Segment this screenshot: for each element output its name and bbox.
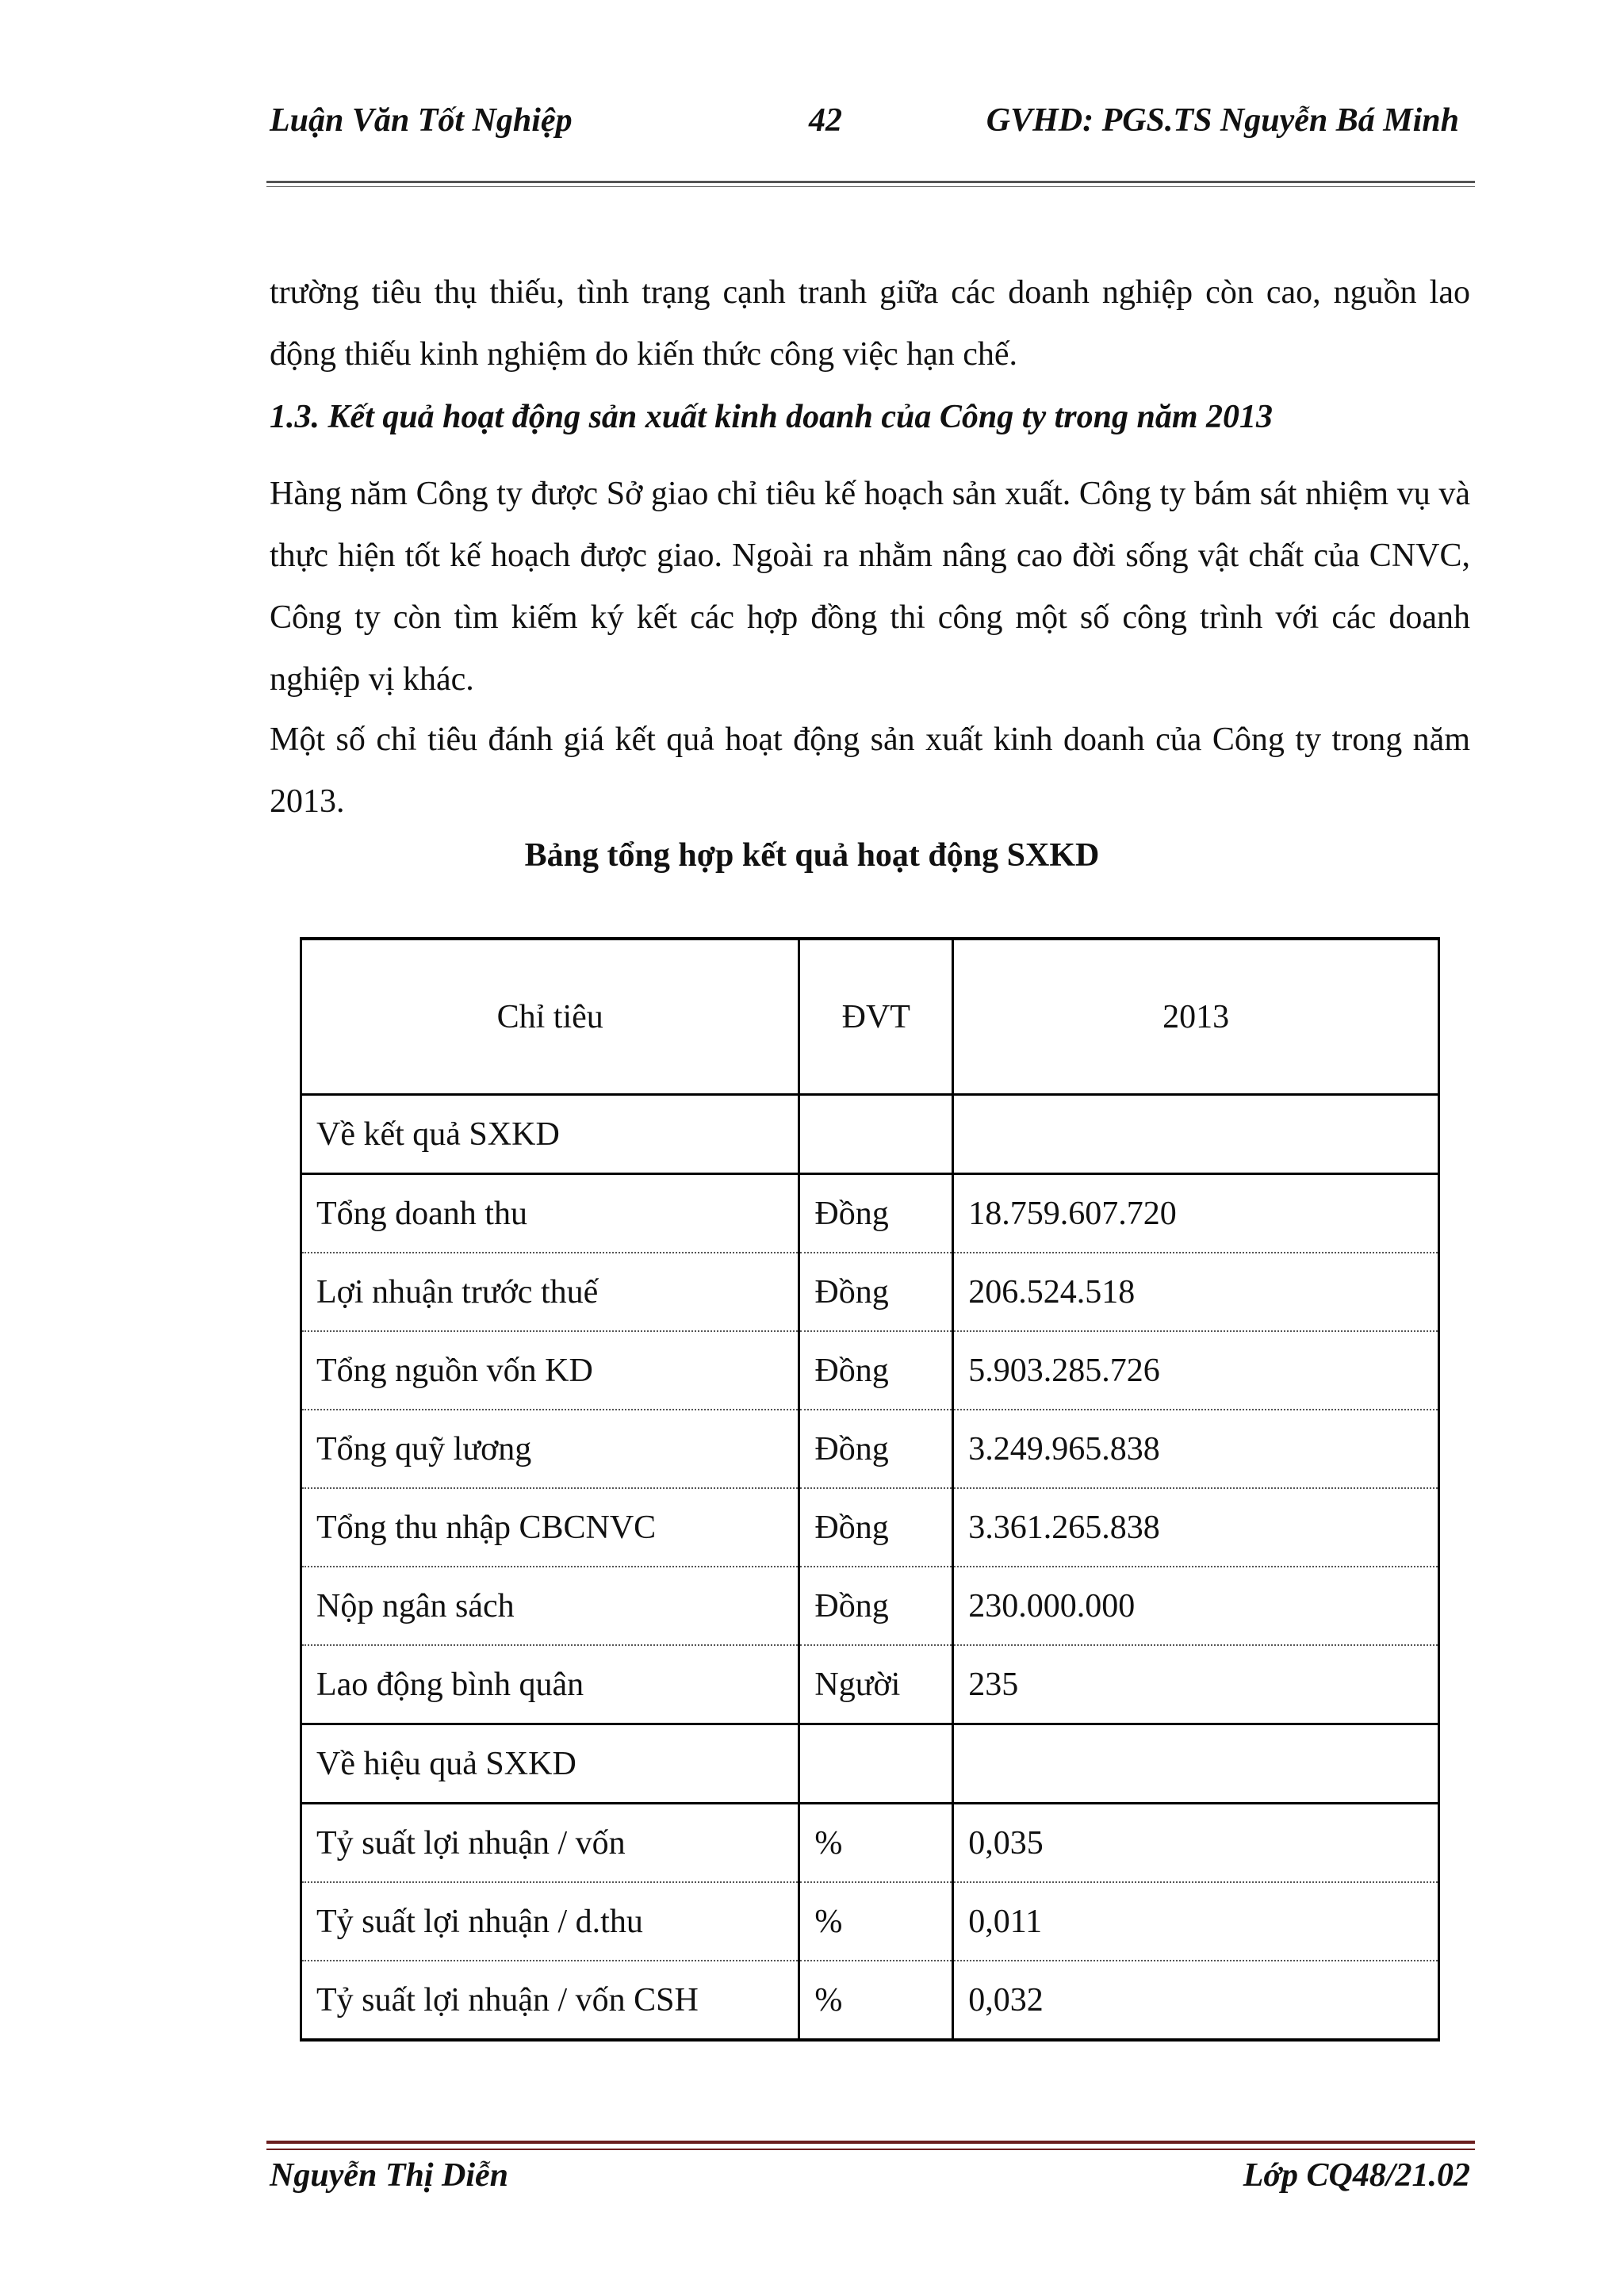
table-cell-indicator: Lao động bình quân [301,1645,799,1724]
table-cell-value: 5.903.285.726 [953,1331,1439,1410]
table-cell-value: 0,035 [953,1804,1439,1883]
page-header [270,95,1459,151]
table-cell-value: 230.000.000 [953,1567,1439,1645]
table-cell-unit: Đồng [799,1410,953,1488]
table-cell-indicator: Tổng quỹ lương [301,1410,799,1488]
column-header-unit: ĐVT [799,939,953,1095]
table-row [301,1095,1439,1174]
table-cell-unit: Đồng [799,1331,953,1410]
page-number: 42 [809,102,842,139]
table-row [301,1567,1439,1645]
table-row [301,1331,1439,1410]
table-cell-unit: % [799,1882,953,1961]
table-cell-value [953,1724,1439,1804]
table-cell-indicator: Tổng nguồn vốn KD [301,1331,799,1410]
table-cell-value: 3.361.265.838 [953,1488,1439,1567]
table-cell-unit: Người [799,1645,953,1724]
table-cell-indicator: Nộp ngân sách [301,1567,799,1645]
table-cell-indicator: Về kết quả SXKD [301,1095,799,1174]
paragraph-intro-continuation: trường tiêu thụ thiếu, tình trạng cạnh tranh giữa các doanh nghiệp còn cao, nguồn lao động thiếu kinh nghiệm do kiến thức công việc hạn chế. [270,274,1470,373]
paragraph-indicators-intro: Một số chỉ tiêu đánh giá kết quả hoạt động sản xuất kinh doanh của Công ty trong năm 2013. [270,721,1470,820]
table-cell-value: 3.249.965.838 [953,1410,1439,1488]
table-cell-indicator: Tổng thu nhập CBCNVC [301,1488,799,1567]
table-cell-indicator: Lợi nhuận trước thuế [301,1253,799,1331]
footer-divider [266,2141,1475,2150]
table-cell-unit: % [799,1961,953,2040]
table-row [301,1961,1439,2040]
table-row [301,1174,1439,1253]
table-cell-unit: Đồng [799,1174,953,1253]
column-header-indicator: Chỉ tiêu [301,939,799,1095]
table-row [301,1724,1439,1804]
table-cell-unit [799,1095,953,1174]
table-cell-indicator: Tổng doanh thu [301,1174,799,1253]
table-cell-unit: % [799,1804,953,1883]
table-cell-indicator: Tỷ suất lợi nhuận / d.thu [301,1882,799,1961]
table-cell-unit: Đồng [799,1567,953,1645]
table-row [301,1645,1439,1724]
table-cell-unit [799,1724,953,1804]
column-header-year: 2013 [953,939,1439,1095]
table-cell-indicator: Về hiệu quả SXKD [301,1724,799,1804]
table-cell-value: 206.524.518 [953,1253,1439,1331]
table-row [301,1488,1439,1567]
section-heading: 1.3. Kết quả hoạt động sản xuất kinh doanh của Công ty trong năm 2013 [270,399,1273,435]
table-cell-value [953,1095,1439,1174]
table-cell-indicator: Tỷ suất lợi nhuận / vốn CSH [301,1961,799,2040]
table-title: Bảng tổng hợp kết quả hoạt động SXKD [524,837,1100,874]
table-cell-value: 0,011 [953,1882,1439,1961]
table-cell-value: 0,032 [953,1961,1439,2040]
table-cell-value: 18.759.607.720 [953,1174,1439,1253]
results-table [300,937,1440,2042]
header-thesis-title: Luận Văn Tốt Nghiệp [270,102,573,139]
header-divider [266,181,1475,187]
table-cell-unit: Đồng [799,1253,953,1331]
table-row [301,1804,1439,1883]
table-row [301,1882,1439,1961]
table-cell-indicator: Tỷ suất lợi nhuận / vốn [301,1804,799,1883]
footer-class: Lớp CQ48/21.02 [1243,2157,1470,2194]
paragraph-company-tasks: Hàng năm Công ty được Sở giao chỉ tiêu kế hoạch sản xuất. Công ty bám sát nhiệm vụ và thực hiện tốt kế hoạch được giao. Ngoài ra nhằm nâng cao đời sống vật chất của CNVC, Công ty còn tìm kiếm ký kết các hợp đồng thi công một số công trình với các doanh nghiệp vị khác. [270,476,1470,698]
footer-author: Nguyễn Thị Diễn [270,2157,509,2194]
table-row [301,1410,1439,1488]
table-cell-unit: Đồng [799,1488,953,1567]
table-cell-value: 235 [953,1645,1439,1724]
table-header-row [301,939,1439,1095]
table-row [301,1253,1439,1331]
header-supervisor: GVHD: PGS.TS Nguyễn Bá Minh [986,102,1459,139]
